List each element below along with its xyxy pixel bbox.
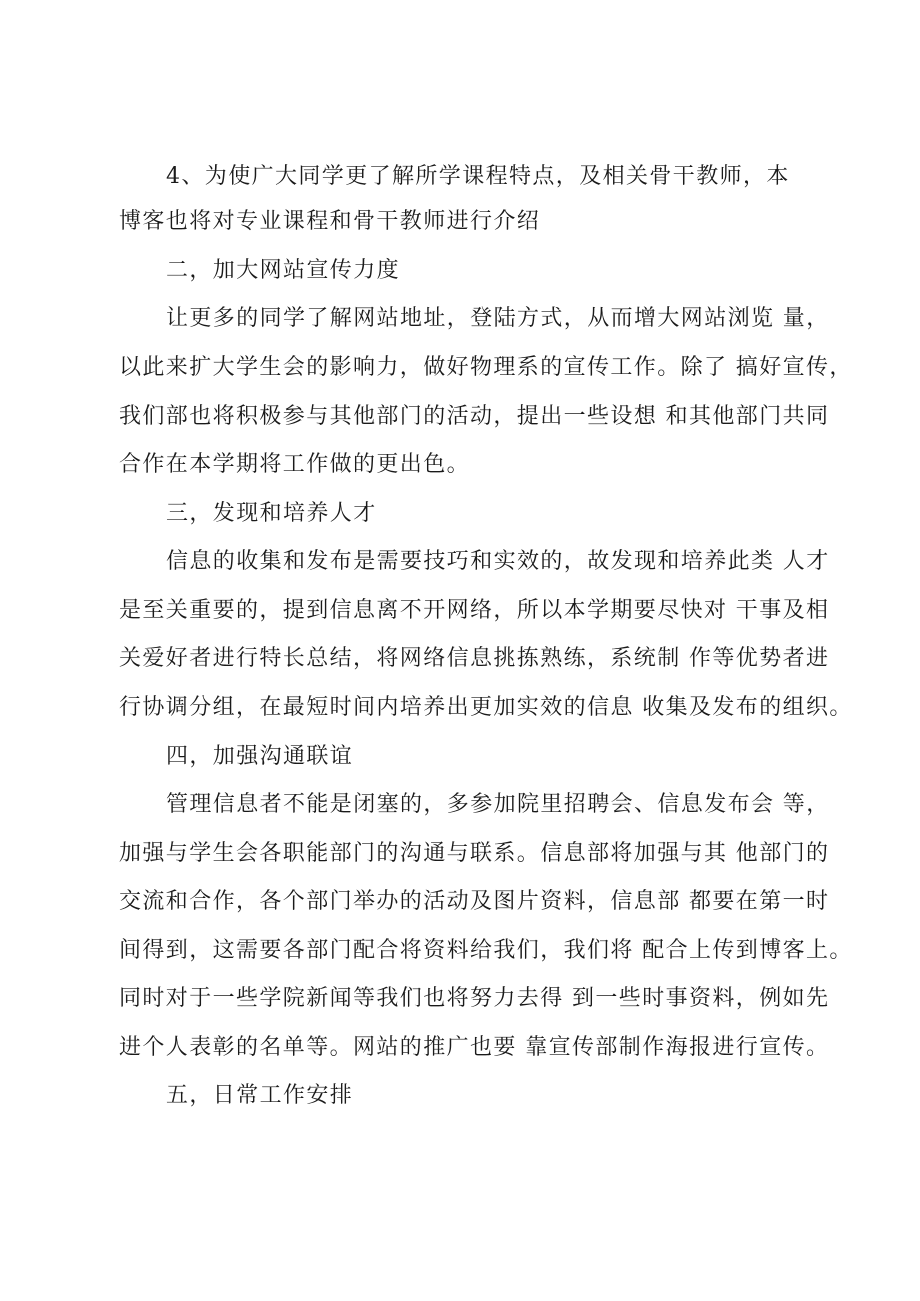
text-line: 是至关重要的，提到信息离不开网络，所以本学期要尽快对 干事及相 [119, 598, 830, 623]
text-line: 加强与学生会各职能部门的沟通与联系。信息部将加强与其 他部门的 [119, 841, 830, 866]
text-line: 让更多的同学了解网站地址，登陆方式，从而增大网站浏览 量， [166, 306, 830, 331]
section-heading: 四，加强沟通联谊 [166, 744, 354, 769]
text-line: 4、为使广大同学更了解所学课程特点，及相关骨干教师，本 [166, 164, 790, 189]
text-line: 信息的收集和发布是需要技巧和实效的，故发现和培养此类 人才 [166, 549, 830, 574]
text-line: 进个人表彰的名单等。网站的推广也要 靠宣传部制作海报进行宣传。 [119, 1035, 830, 1060]
text-line: 合作在本学期将工作做的更出色。 [119, 452, 471, 477]
text-line: 管理信息者不能是闭塞的，多参加院里招聘会、信息发布会 等， [166, 792, 830, 817]
text-line: 博客也将对专业课程和骨干教师进行介绍 [119, 209, 541, 234]
text-line: 同时对于一些学院新闻等我们也将努力去得 到一些时事资料，例如先 [119, 986, 830, 1011]
text-line: 行协调分组，在最短时间内培养出更加实效的信息 收集及发布的组织。 [119, 695, 853, 720]
text-line: 间得到，这需要各部门配合将资料给我们，我们将 配合上传到博客上。 [119, 938, 853, 963]
section-heading: 五，日常工作安排 [166, 1083, 354, 1108]
section-heading: 三，发现和培养人才 [166, 501, 377, 526]
text-line: 关爱好者进行特长总结，将网络信息挑拣熟练，系统制 作等优势者进 [119, 646, 830, 671]
text-line: 以此来扩大学生会的影响力，做好物理系的宣传工作。除了 搞好宣传， [119, 355, 853, 380]
section-heading: 二，加大网站宣传力度 [166, 258, 401, 283]
text-line: 交流和合作，各个部门举办的活动及图片资料，信息部 都要在第一时 [119, 889, 830, 914]
text-line: 我们部也将积极参与其他部门的活动，提出一些设想 和其他部门共同 [119, 404, 830, 429]
